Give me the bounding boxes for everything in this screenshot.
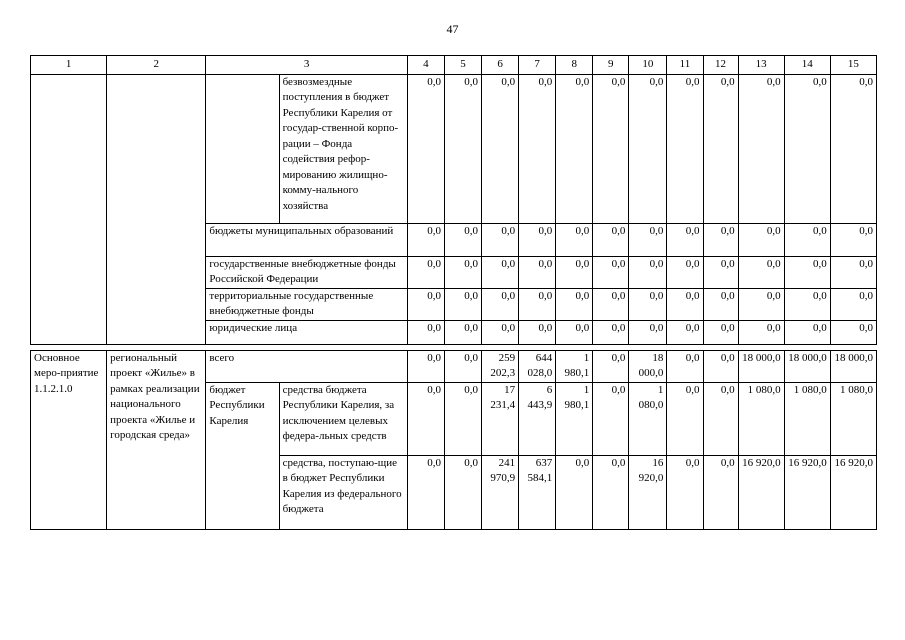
value-cell: 0,0 <box>738 74 784 223</box>
header-cell: 5 <box>444 56 481 75</box>
value-cell: 0,0 <box>556 320 593 344</box>
value-cell: 0,0 <box>629 223 667 256</box>
value-cell: 0,0 <box>407 288 444 320</box>
value-cell: 1 980,1 <box>556 350 593 382</box>
row-label: юридические лица <box>206 320 407 344</box>
value-cell: 0,0 <box>738 320 784 344</box>
header-cell: 12 <box>703 56 738 75</box>
row-label: всего <box>206 350 407 382</box>
value-cell: 0,0 <box>407 455 444 529</box>
value-cell: 0,0 <box>738 256 784 288</box>
value-cell: 0,0 <box>593 288 629 320</box>
value-cell: 0,0 <box>830 320 876 344</box>
row-label: средства бюджета Республики Карелия, за исключением целевых федера-льных средств <box>279 382 407 455</box>
value-cell: 0,0 <box>407 382 444 455</box>
value-cell: 0,0 <box>629 320 667 344</box>
table-row <box>31 350 877 382</box>
value-cell: 0,0 <box>407 223 444 256</box>
value-cell: 0,0 <box>667 223 703 256</box>
value-cell: 0,0 <box>738 223 784 256</box>
value-cell: 0,0 <box>629 256 667 288</box>
table-row <box>31 74 877 223</box>
value-cell: 0,0 <box>784 320 830 344</box>
value-cell: 0,0 <box>593 455 629 529</box>
header-cell: 14 <box>784 56 830 75</box>
value-cell: 0,0 <box>482 256 519 288</box>
value-cell: 0,0 <box>667 74 703 223</box>
header-cell: 11 <box>667 56 703 75</box>
value-cell: 1 080,0 <box>629 382 667 455</box>
value-cell: 0,0 <box>667 455 703 529</box>
value-cell: 0,0 <box>667 320 703 344</box>
value-cell: 0,0 <box>444 455 481 529</box>
value-cell: 0,0 <box>738 288 784 320</box>
value-cell: 0,0 <box>519 74 556 223</box>
value-cell: 0,0 <box>593 382 629 455</box>
value-cell: 16 920,0 <box>784 455 830 529</box>
value-cell: 0,0 <box>556 256 593 288</box>
header-cell: 15 <box>830 56 876 75</box>
value-cell: 0,0 <box>703 350 738 382</box>
project-name: региональный проект «Жилье» в рамках реализации национального проекта «Жилье и городская среда» <box>107 350 206 529</box>
value-cell: 0,0 <box>667 350 703 382</box>
value-cell: 16 920,0 <box>738 455 784 529</box>
header-cell: 10 <box>629 56 667 75</box>
header-cell: 13 <box>738 56 784 75</box>
page-number: 47 <box>446 22 459 36</box>
header-cell: 6 <box>482 56 519 75</box>
value-cell: 637 584,1 <box>519 455 556 529</box>
value-cell: 0,0 <box>784 223 830 256</box>
header-cell: 7 <box>519 56 556 75</box>
value-cell: 0,0 <box>556 74 593 223</box>
value-cell: 0,0 <box>593 256 629 288</box>
value-cell: 0,0 <box>519 288 556 320</box>
value-cell: 0,0 <box>667 288 703 320</box>
empty-cell <box>107 74 206 344</box>
value-cell: 0,0 <box>556 455 593 529</box>
row-label: средства, поступаю-щие в бюджет Республики Карелия из федерального бюджета <box>279 455 407 529</box>
value-cell: 0,0 <box>593 74 629 223</box>
value-cell: 0,0 <box>444 223 481 256</box>
row-label: бюджеты муниципальных образований <box>206 223 407 256</box>
header-cell: 1 <box>31 56 107 75</box>
value-cell: 0,0 <box>482 288 519 320</box>
value-cell: 0,0 <box>629 74 667 223</box>
value-cell: 0,0 <box>784 256 830 288</box>
value-cell: 0,0 <box>703 455 738 529</box>
value-cell: 0,0 <box>830 288 876 320</box>
value-cell: 0,0 <box>482 223 519 256</box>
value-cell: 0,0 <box>593 350 629 382</box>
value-cell: 17 231,4 <box>482 382 519 455</box>
value-cell: 0,0 <box>703 320 738 344</box>
value-cell: 0,0 <box>593 223 629 256</box>
activity-code: Основное меро-приятие 1.1.2.1.0 <box>31 350 107 529</box>
value-cell: 241 970,9 <box>482 455 519 529</box>
value-cell: 0,0 <box>407 320 444 344</box>
value-cell: 18 000,0 <box>629 350 667 382</box>
value-cell: 0,0 <box>667 382 703 455</box>
value-cell: 0,0 <box>830 74 876 223</box>
value-cell: 18 000,0 <box>738 350 784 382</box>
value-cell: 0,0 <box>407 350 444 382</box>
value-cell: 0,0 <box>482 74 519 223</box>
value-cell: 0,0 <box>703 74 738 223</box>
empty-cell <box>206 74 279 223</box>
header-cell: 8 <box>556 56 593 75</box>
row-label: государственные внебюджетные фонды Российской Федерации <box>206 256 407 288</box>
row-label: территориальные государственные внебюджетные фонды <box>206 288 407 320</box>
value-cell: 0,0 <box>407 74 444 223</box>
value-cell: 0,0 <box>703 256 738 288</box>
value-cell: 1 080,0 <box>738 382 784 455</box>
value-cell: 259 202,3 <box>482 350 519 382</box>
value-cell: 0,0 <box>830 256 876 288</box>
value-cell: 0,0 <box>830 223 876 256</box>
value-cell: 6 443,9 <box>519 382 556 455</box>
value-cell: 1 980,1 <box>556 382 593 455</box>
budget-group-label: бюджет Республики Карелия <box>206 382 279 529</box>
value-cell: 0,0 <box>703 288 738 320</box>
value-cell: 18 000,0 <box>830 350 876 382</box>
header-cell: 9 <box>593 56 629 75</box>
value-cell: 0,0 <box>444 320 481 344</box>
value-cell: 0,0 <box>519 223 556 256</box>
value-cell: 0,0 <box>444 74 481 223</box>
header-cell: 3 <box>206 56 407 75</box>
empty-cell <box>31 74 107 344</box>
header-cell: 4 <box>407 56 444 75</box>
value-cell: 0,0 <box>444 382 481 455</box>
value-cell: 0,0 <box>444 288 481 320</box>
value-cell: 0,0 <box>556 288 593 320</box>
value-cell: 0,0 <box>556 223 593 256</box>
value-cell: 0,0 <box>784 288 830 320</box>
value-cell: 0,0 <box>593 320 629 344</box>
row-label: безвозмездные поступления в бюджет Республики Карелия от государ-ственной корпо-рации – Фонда содействия рефор-мированию жилищно-комму-нального хозяйства <box>279 74 407 223</box>
value-cell: 18 000,0 <box>784 350 830 382</box>
value-cell: 0,0 <box>444 350 481 382</box>
budget-table <box>30 55 877 530</box>
value-cell: 1 080,0 <box>784 382 830 455</box>
value-cell: 0,0 <box>444 256 481 288</box>
value-cell: 0,0 <box>519 256 556 288</box>
value-cell: 16 920,0 <box>830 455 876 529</box>
value-cell: 0,0 <box>784 74 830 223</box>
value-cell: 1 080,0 <box>830 382 876 455</box>
header-cell: 2 <box>107 56 206 75</box>
value-cell: 0,0 <box>482 320 519 344</box>
header-row <box>31 56 877 75</box>
value-cell: 644 028,0 <box>519 350 556 382</box>
value-cell: 0,0 <box>667 256 703 288</box>
value-cell: 16 920,0 <box>629 455 667 529</box>
value-cell: 0,0 <box>629 288 667 320</box>
value-cell: 0,0 <box>703 382 738 455</box>
value-cell: 0,0 <box>407 256 444 288</box>
value-cell: 0,0 <box>519 320 556 344</box>
value-cell: 0,0 <box>703 223 738 256</box>
